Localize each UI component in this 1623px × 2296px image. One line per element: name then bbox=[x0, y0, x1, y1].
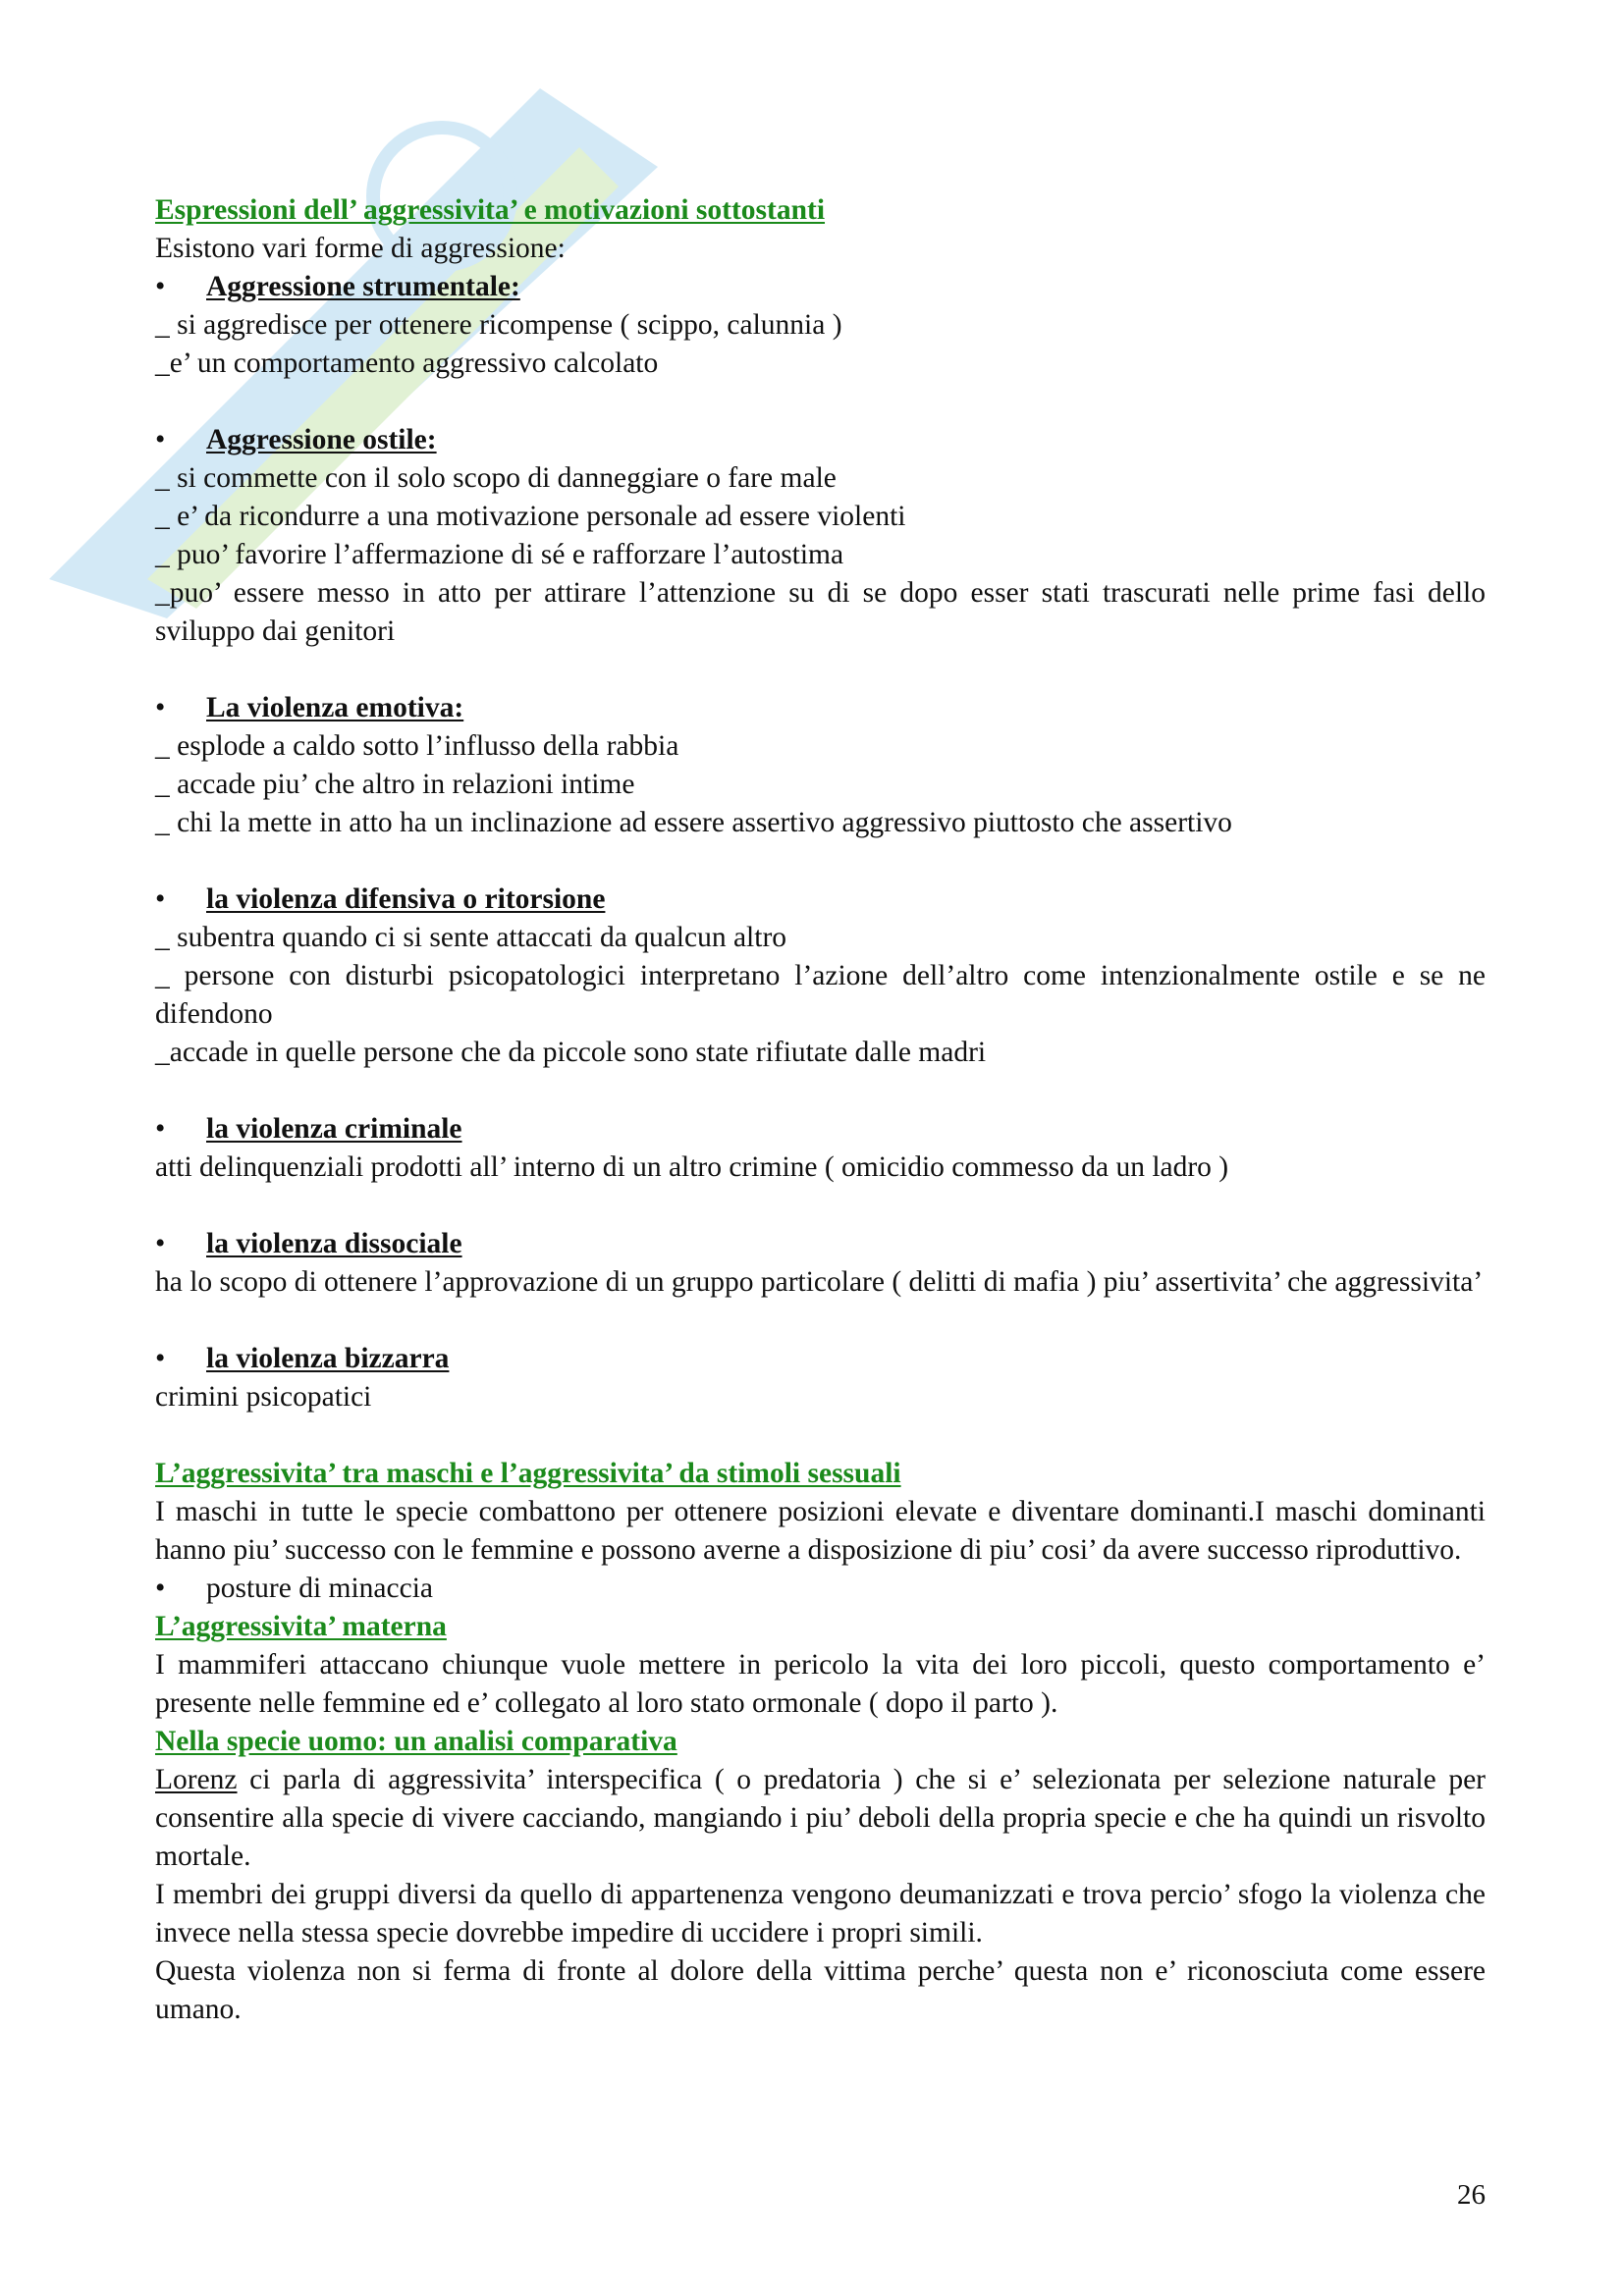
section-heading-expressions: Espressioni dell’ aggressivita’ e motivazioni sottostanti bbox=[155, 194, 826, 226]
list-item bbox=[155, 1570, 1486, 1608]
paragraph: I mammiferi attaccano chiunque vuole mettere in pericolo la vita dei loro piccoli, questo comportamento e’ presente nelle femmine ed e’ collegato al loro stato ormonale ( dopo il parto ). bbox=[155, 1649, 1486, 1719]
list-item bbox=[155, 881, 1486, 919]
paragraph: I membri dei gruppi diversi da quello di appartenenza vengono deumanizzati e trova percio’ sfogo la violenza che invece nella stessa specie dovrebbe impedire di uccidere i propri simili. bbox=[155, 1879, 1486, 1949]
list-line: _ esplode a caldo sotto l’influsso della rabbia bbox=[155, 730, 679, 762]
bullet-icon: • bbox=[155, 883, 166, 915]
list-line: _ persone con disturbi psicopatologici interpretano l’azione dell’altro come intenzionalmente ostile e se ne difendono bbox=[155, 960, 1486, 1030]
list-line: _e’ un comportamento aggressivo calcolato bbox=[155, 347, 659, 379]
list-line: _ si commette con il solo scopo di danneggiare o fare male bbox=[155, 462, 837, 494]
list-item-title: la violenza dissociale bbox=[206, 1228, 462, 1259]
document-body bbox=[155, 191, 1486, 2029]
list-line: _ si aggredisce per ottenere ricompense ( scippo, calunnia ) bbox=[155, 309, 842, 341]
list-item-title: Aggressione ostile: bbox=[206, 424, 437, 455]
list-item-text: posture di minaccia bbox=[206, 1573, 434, 1604]
paragraph: I maschi in tutte le specie combattono per ottenere posizioni elevate e diventare dominanti.I maschi dominanti hanno piu’ successo con le femmine e possono averne a disposizione di piu’ cosi’ da avere successo riproduttivo. bbox=[155, 1496, 1486, 1566]
section-heading-males: L’aggressivita’ tra maschi e l’aggressivita’ da stimoli sessuali bbox=[155, 1458, 901, 1489]
list-line: _accade in quelle persone che da piccole sono state rifiutate dalle madri bbox=[155, 1037, 987, 1068]
list-line: atti delinquenziali prodotti all’ interno di un altro crimine ( omicidio commesso da un ladro ) bbox=[155, 1151, 1229, 1183]
bullet-icon: • bbox=[155, 271, 166, 302]
list-line: _puo’ essere messo in atto per attirare l’attenzione su di se dopo esser stati trascurati nelle prime fasi dello sviluppo dai genitori bbox=[155, 577, 1486, 647]
bullet-icon: • bbox=[155, 1343, 166, 1374]
intro-text: Esistono vari forme di aggressione: bbox=[155, 233, 566, 264]
list-line: _ puo’ favorire l’affermazione di sé e rafforzare l’autostima bbox=[155, 539, 844, 570]
list-item bbox=[155, 1110, 1486, 1148]
list-item-title: Aggressione strumentale: bbox=[206, 271, 520, 302]
list-item bbox=[155, 1225, 1486, 1263]
list-line: _ accade piu’ che altro in relazioni intime bbox=[155, 769, 635, 800]
section-heading-comparative: Nella specie uomo: un analisi comparativa bbox=[155, 1726, 677, 1757]
bullet-icon: • bbox=[155, 692, 166, 723]
list-item-title: la violenza bizzarra bbox=[206, 1343, 450, 1374]
list-line: _ subentra quando ci si sente attaccati da qualcun altro bbox=[155, 922, 787, 953]
list-item bbox=[155, 1340, 1486, 1378]
paragraph-text: ci parla di aggressivita’ interspecifica ( o predatoria ) che si e’ selezionata per selezione naturale per consentire alla specie di vivere cacciando, mangiando i piu’ deboli della propria specie e che ha quindi un risvolto mortale. bbox=[155, 1764, 1486, 1872]
page-number: 26 bbox=[1457, 2179, 1486, 2211]
bullet-icon: • bbox=[155, 1113, 166, 1145]
list-item-title: la violenza criminale bbox=[206, 1113, 462, 1145]
list-item bbox=[155, 268, 1486, 306]
section-heading-maternal: L’aggressivita’ materna bbox=[155, 1611, 447, 1642]
bullet-icon: • bbox=[155, 1228, 166, 1259]
list-line: ha lo scopo di ottenere l’approvazione di un gruppo particolare ( delitti di mafia ) piu’ assertivita’ che aggressivita’ bbox=[155, 1266, 1484, 1298]
list-line: _ chi la mette in atto ha un inclinazione ad essere assertivo aggressivo piuttosto che assertivo bbox=[155, 807, 1232, 838]
list-item bbox=[155, 421, 1486, 459]
lorenz-name: Lorenz bbox=[155, 1764, 238, 1795]
bullet-icon: • bbox=[155, 1573, 166, 1604]
paragraph: Questa violenza non si ferma di fronte al dolore della vittima perche’ questa non e’ riconosciuta come essere umano. bbox=[155, 1955, 1486, 2025]
list-item bbox=[155, 689, 1486, 727]
bullet-icon: • bbox=[155, 424, 166, 455]
list-item-title: la violenza difensiva o ritorsione bbox=[206, 883, 606, 915]
list-line: crimini psicopatici bbox=[155, 1381, 372, 1413]
list-item-title: La violenza emotiva: bbox=[206, 692, 464, 723]
paragraph bbox=[155, 1761, 1486, 1876]
list-line: _ e’ da ricondurre a una motivazione personale ad essere violenti bbox=[155, 501, 906, 532]
